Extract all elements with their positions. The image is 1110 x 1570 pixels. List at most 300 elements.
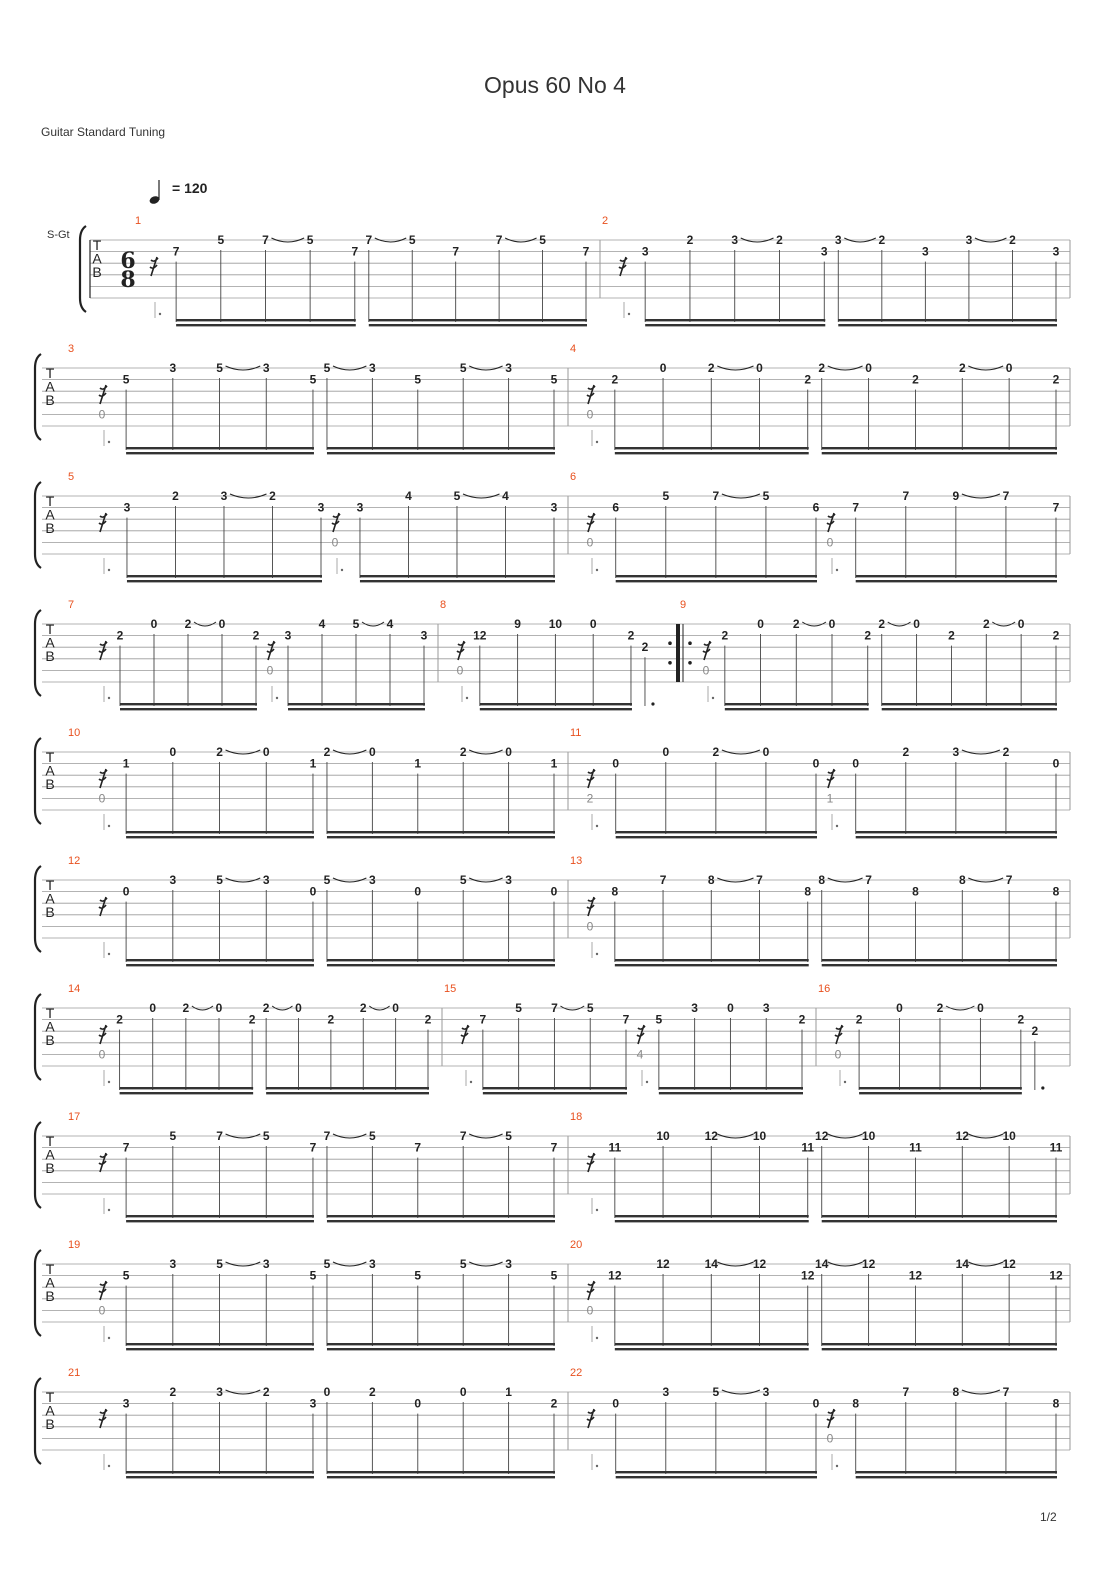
beam-primary xyxy=(615,1343,809,1345)
fret-number: 3 xyxy=(262,873,270,887)
beam-primary xyxy=(126,1471,314,1473)
fret-number: 7 xyxy=(351,244,359,259)
fret-number: 2 xyxy=(369,1385,376,1399)
bass-fret-number: 0 xyxy=(834,1047,842,1062)
fret-number: 5 xyxy=(453,489,461,503)
beam-secondary xyxy=(127,580,322,582)
fret-number: 0 xyxy=(122,884,130,899)
fret-number: 2 xyxy=(252,628,260,643)
tab-clef-letter: B xyxy=(45,1032,55,1048)
beam-secondary xyxy=(838,324,1057,326)
rest-symbol xyxy=(703,641,711,660)
tab-clef-letter: T xyxy=(45,621,55,637)
bass-fret-number: 0 xyxy=(98,1047,106,1062)
fret-number: 5 xyxy=(216,873,223,887)
fret-number: 12 xyxy=(1002,1257,1016,1271)
fret-number: 1 xyxy=(414,756,422,771)
tab-clef-letter: B xyxy=(45,1416,55,1432)
fret-number: 6 xyxy=(812,500,820,515)
fret-number: 8 xyxy=(952,1385,960,1399)
augmentation-dot xyxy=(596,1337,598,1339)
fret-number: 7 xyxy=(902,489,910,503)
augmentation-dot xyxy=(596,1209,598,1211)
fret-number: 1 xyxy=(122,756,130,771)
fret-number: 3 xyxy=(369,361,376,375)
track-label: S-Gt xyxy=(47,229,70,241)
beam-primary xyxy=(822,959,1057,961)
measure-number: 6 xyxy=(570,471,577,483)
beam-secondary xyxy=(615,1220,809,1222)
fret-number: 2 xyxy=(248,1012,256,1027)
measure-number: 10 xyxy=(68,727,81,739)
measure-number: 16 xyxy=(818,983,831,995)
measure-number: 17 xyxy=(68,1111,81,1123)
measure-number: 19 xyxy=(68,1239,81,1251)
beam-secondary xyxy=(369,324,587,326)
rest-symbol xyxy=(150,257,158,276)
fret-number: 2 xyxy=(878,233,886,247)
beam-secondary xyxy=(327,1348,555,1350)
fret-number: 7 xyxy=(1002,489,1010,503)
rest-symbol xyxy=(827,769,835,788)
rest-symbol xyxy=(835,1025,843,1044)
repeat-bar-thick xyxy=(676,624,680,682)
tab-clef-letter: T xyxy=(45,749,55,765)
staff-bracket xyxy=(35,994,41,1080)
bass-fret-number: 0 xyxy=(586,535,594,550)
beam-primary xyxy=(120,703,257,705)
fret-number: 8 xyxy=(1052,1396,1060,1411)
fret-number: 3 xyxy=(550,500,558,515)
repeat-dot xyxy=(668,641,672,645)
augmentation-dot xyxy=(108,953,110,955)
rest-symbol xyxy=(827,1409,835,1428)
measure-number: 5 xyxy=(68,471,75,483)
beam-secondary xyxy=(327,836,555,838)
beam-primary xyxy=(616,575,817,577)
fret-number: 3 xyxy=(169,1257,177,1271)
fret-number: 2 xyxy=(958,361,966,375)
tab-clef-letter: B xyxy=(45,648,55,664)
tab-clef-letter: A xyxy=(45,1018,55,1035)
fret-number: 12 xyxy=(801,1268,815,1283)
fret-number: 2 xyxy=(627,628,635,643)
beam-secondary xyxy=(360,580,555,582)
tab-clef-letter: T xyxy=(45,877,55,893)
augmentation-dot xyxy=(108,441,110,443)
fret-number: 0 xyxy=(612,1396,620,1411)
beam-secondary xyxy=(856,580,1057,582)
measure-number: 21 xyxy=(68,1367,81,1379)
rest-symbol xyxy=(99,1153,107,1172)
fret-number: 5 xyxy=(323,361,331,375)
fret-number: 0 xyxy=(756,361,763,375)
fret-number: 7 xyxy=(1002,1385,1010,1399)
fret-number: 2 xyxy=(269,489,276,503)
fret-number: 10 xyxy=(656,1129,670,1143)
beam-primary xyxy=(822,1215,1057,1217)
bass-fret-number: 0 xyxy=(826,1431,834,1446)
fret-number: 7 xyxy=(622,1012,630,1027)
fret-number: 9 xyxy=(952,489,960,503)
fret-number: 2 xyxy=(912,372,919,387)
fret-number: 12 xyxy=(473,628,487,643)
beam-primary xyxy=(127,575,322,577)
fret-number: 0 xyxy=(309,884,317,899)
augmentation-dot xyxy=(108,1081,110,1083)
beam-primary xyxy=(615,1215,809,1217)
fret-number: 0 xyxy=(896,1001,903,1015)
repeat-dot xyxy=(688,641,692,645)
beam-primary xyxy=(822,447,1057,449)
beam-secondary xyxy=(725,708,869,710)
beam-secondary xyxy=(288,708,425,710)
fret-number: 0 xyxy=(659,361,667,375)
beam-secondary xyxy=(859,1092,1022,1094)
fret-number: 2 xyxy=(184,617,192,631)
page-number: 1/2 xyxy=(1040,1510,1057,1524)
fret-number: 5 xyxy=(459,873,467,887)
beam-secondary xyxy=(126,1348,314,1350)
fret-number: 3 xyxy=(762,1385,770,1399)
fret-number: 1 xyxy=(550,756,558,771)
beam-primary xyxy=(126,831,314,833)
fret-number: 5 xyxy=(414,1268,422,1283)
beam-secondary xyxy=(856,1476,1057,1478)
fret-number: 5 xyxy=(323,873,331,887)
fret-number: 0 xyxy=(149,1001,157,1015)
measure-number: 1 xyxy=(135,215,142,227)
fret-number: 0 xyxy=(1005,361,1013,375)
beam-secondary xyxy=(822,964,1057,966)
fret-number: 3 xyxy=(731,233,739,247)
beam-secondary xyxy=(480,708,632,710)
fret-number: 5 xyxy=(712,1385,720,1399)
fret-number: 0 xyxy=(505,745,512,759)
bass-fret-number: 0 xyxy=(98,791,106,806)
fret-number: 10 xyxy=(861,1129,876,1143)
fret-number: 2 xyxy=(982,617,990,631)
fret-number: 0 xyxy=(662,745,670,759)
beam-primary xyxy=(659,1087,803,1089)
fret-number: 7 xyxy=(122,1140,130,1155)
fret-number: 2 xyxy=(641,640,649,655)
fret-number: 5 xyxy=(217,233,225,247)
fret-number: 2 xyxy=(1052,628,1060,643)
fret-number: 2 xyxy=(878,617,886,631)
beam-primary xyxy=(856,831,1057,833)
fret-number: 5 xyxy=(505,1129,512,1143)
fret-number: 4 xyxy=(318,617,326,631)
fret-number: 2 xyxy=(792,617,800,631)
beam-primary xyxy=(327,1471,555,1473)
beam-secondary xyxy=(822,452,1057,454)
fret-number: 8 xyxy=(852,1396,860,1411)
augmentation-dot xyxy=(836,569,838,571)
beam-primary xyxy=(616,831,817,833)
time-signature-top: 6 xyxy=(120,248,136,274)
fret-number: 0 xyxy=(828,617,836,631)
augmentation-dot xyxy=(844,1081,846,1083)
tab-clef-letter: T xyxy=(45,1133,55,1149)
fret-number: 5 xyxy=(539,233,546,247)
fret-number: 7 xyxy=(323,1129,331,1143)
tab-clef-letter: B xyxy=(45,1160,55,1176)
beam-secondary xyxy=(856,836,1057,838)
fret-number: 12 xyxy=(908,1268,923,1283)
tab-clef-letter: T xyxy=(45,493,55,509)
staff-bracket xyxy=(35,482,41,568)
tab-clef-letter: B xyxy=(45,776,55,792)
fret-number: 5 xyxy=(323,1257,331,1271)
beam-secondary xyxy=(126,836,314,838)
tab-clef-letter: B xyxy=(45,520,55,536)
fret-number: 3 xyxy=(420,628,428,643)
fret-number: 10 xyxy=(752,1129,767,1143)
fret-number: 5 xyxy=(369,1129,376,1143)
fret-number: 3 xyxy=(691,1001,698,1015)
augmentation-dot xyxy=(108,1465,110,1467)
augmentation-dot xyxy=(108,569,110,571)
fret-number: 0 xyxy=(865,361,872,375)
beam-primary xyxy=(725,703,869,705)
beam-primary xyxy=(327,1215,555,1217)
beam-secondary xyxy=(126,1476,314,1478)
augmentation-dot xyxy=(651,702,654,705)
tempo-marking: = 120 xyxy=(172,180,208,196)
fret-number: 7 xyxy=(495,233,503,247)
fret-number: 2 xyxy=(116,628,124,643)
rest-symbol xyxy=(461,1025,469,1044)
augmentation-dot xyxy=(596,953,598,955)
fret-number: 5 xyxy=(122,1268,130,1283)
fret-number: 8 xyxy=(804,884,812,899)
staff-bracket xyxy=(80,226,86,312)
augmentation-dot xyxy=(596,441,598,443)
bass-fret-number: 0 xyxy=(586,1303,594,1318)
fret-number: 2 xyxy=(359,1001,367,1015)
tab-clef-letter: T xyxy=(45,1389,55,1405)
fret-number: 5 xyxy=(550,1268,558,1283)
fret-number: 12 xyxy=(656,1257,670,1271)
beam-primary xyxy=(480,703,632,705)
fret-number: 5 xyxy=(550,372,558,387)
rest-symbol xyxy=(619,257,627,276)
rest-symbol xyxy=(99,897,107,916)
fret-number: 5 xyxy=(309,1268,317,1283)
fret-number: 0 xyxy=(169,745,177,759)
bass-fret-number: 0 xyxy=(586,919,594,934)
time-signature-bottom: 8 xyxy=(120,267,136,293)
rest-symbol xyxy=(99,641,107,660)
fret-number: 2 xyxy=(902,745,910,759)
augmentation-dot xyxy=(108,1337,110,1339)
beam-primary xyxy=(882,703,1057,705)
fret-number: 2 xyxy=(172,489,179,503)
fret-number: 0 xyxy=(218,617,226,631)
bass-fret-number: 1 xyxy=(826,791,834,806)
fret-number: 8 xyxy=(707,873,715,887)
beam-primary xyxy=(126,1343,314,1345)
beam-secondary xyxy=(822,1220,1057,1222)
fret-number: 0 xyxy=(812,1396,820,1411)
measure-number: 2 xyxy=(602,215,609,227)
staff-bracket xyxy=(35,1378,41,1464)
fret-number: 2 xyxy=(327,1012,335,1027)
augmentation-dot xyxy=(159,313,161,315)
fret-number: 2 xyxy=(182,1001,190,1015)
beam-secondary xyxy=(266,1092,429,1094)
beam-primary xyxy=(120,1087,254,1089)
fret-number: 5 xyxy=(352,617,360,631)
fret-number: 3 xyxy=(820,244,828,259)
repeat-dot xyxy=(688,661,692,665)
fret-number: 2 xyxy=(262,1001,270,1015)
fret-number: 2 xyxy=(948,628,955,643)
augmentation-dot xyxy=(466,697,468,699)
fret-number: 5 xyxy=(309,372,317,387)
augmentation-dot xyxy=(596,825,598,827)
rest-symbol xyxy=(99,769,107,788)
rest-symbol xyxy=(457,641,465,660)
bass-fret-number: 0 xyxy=(456,663,464,678)
fret-number: 7 xyxy=(452,244,460,259)
fret-number: 3 xyxy=(123,500,131,515)
fret-number: 3 xyxy=(262,361,270,375)
fret-number: 11 xyxy=(909,1140,922,1155)
measure-number: 3 xyxy=(68,343,75,355)
rest-symbol xyxy=(637,1025,645,1044)
fret-number: 7 xyxy=(902,1385,910,1399)
fret-number: 14 xyxy=(704,1257,718,1271)
tab-clef-letter: B xyxy=(45,904,55,920)
beam-secondary xyxy=(616,580,817,582)
rest-symbol xyxy=(587,769,595,788)
staff-bracket xyxy=(35,610,41,696)
fret-number: 2 xyxy=(1017,1012,1025,1027)
fret-number: 2 xyxy=(424,1012,432,1027)
fret-number: 2 xyxy=(864,628,872,643)
tab-clef-letter: A xyxy=(45,378,55,395)
beam-secondary xyxy=(483,1092,627,1094)
beam-primary xyxy=(327,1343,555,1345)
tab-clef-letter: A xyxy=(45,1274,55,1291)
fret-number: 3 xyxy=(220,489,228,503)
fret-number: 11 xyxy=(1049,1140,1063,1155)
beam-primary xyxy=(288,703,425,705)
beam-primary xyxy=(327,447,555,449)
fret-number: 0 xyxy=(612,756,620,771)
tab-clef-letter: B xyxy=(45,1288,55,1304)
beam-secondary xyxy=(615,964,809,966)
fret-number: 2 xyxy=(818,361,826,375)
fret-number: 12 xyxy=(752,1257,767,1271)
fret-number: 7 xyxy=(551,1001,558,1015)
fret-number: 3 xyxy=(952,745,960,759)
fret-number: 0 xyxy=(762,745,770,759)
fret-number: 12 xyxy=(861,1257,876,1271)
fret-number: 2 xyxy=(712,745,720,759)
beam-secondary xyxy=(120,1092,254,1094)
rest-symbol xyxy=(827,513,835,532)
beam-primary xyxy=(369,319,587,321)
fret-number: 3 xyxy=(965,233,973,247)
rest-symbol xyxy=(99,1409,107,1428)
beam-secondary xyxy=(645,324,825,326)
beam-secondary xyxy=(327,964,555,966)
tab-clef-letter: A xyxy=(45,506,55,523)
rest-symbol xyxy=(332,513,340,532)
fret-number: 5 xyxy=(414,372,422,387)
fret-number: 0 xyxy=(392,1001,399,1015)
fret-number: 0 xyxy=(414,884,422,899)
staff-bracket xyxy=(35,1250,41,1336)
bass-fret-number: 0 xyxy=(826,535,834,550)
fret-number: 0 xyxy=(323,1385,331,1399)
staff-bracket xyxy=(35,1122,41,1208)
fret-number: 7 xyxy=(1052,500,1060,515)
score-title: Opus 60 No 4 xyxy=(484,72,626,98)
tab-clef-letter: T xyxy=(45,1261,55,1277)
fret-number: 7 xyxy=(262,233,269,247)
rest-symbol xyxy=(99,513,107,532)
tab-clef-letter: A xyxy=(45,762,55,779)
staff-bracket xyxy=(35,738,41,824)
beam-primary xyxy=(360,575,555,577)
beam-primary xyxy=(327,959,555,961)
fret-number: 5 xyxy=(408,233,416,247)
beam-primary xyxy=(838,319,1057,321)
fret-number: 3 xyxy=(262,1257,270,1271)
tab-clef-letter: A xyxy=(45,1146,55,1163)
fret-number: 0 xyxy=(1017,617,1025,631)
beam-secondary xyxy=(327,452,555,454)
fret-number: 0 xyxy=(977,1001,984,1015)
fret-number: 2 xyxy=(776,233,783,247)
fret-number: 2 xyxy=(936,1001,944,1015)
fret-number: 7 xyxy=(365,233,373,247)
fret-number: 10 xyxy=(1002,1129,1016,1143)
bass-fret-number: 0 xyxy=(586,407,594,422)
measure-number: 8 xyxy=(440,599,447,611)
measure-number: 14 xyxy=(68,983,81,995)
fret-number: 7 xyxy=(309,1140,317,1155)
fret-number: 2 xyxy=(1031,1024,1039,1039)
fret-number: 6 xyxy=(612,500,620,515)
beam-primary xyxy=(266,1087,429,1089)
rest-symbol xyxy=(587,513,595,532)
rest-symbol xyxy=(267,641,275,660)
fret-number: 3 xyxy=(216,1385,223,1399)
fret-number: 3 xyxy=(169,361,177,375)
beam-secondary xyxy=(120,708,257,710)
fret-number: 3 xyxy=(309,1396,317,1411)
augmentation-dot xyxy=(836,825,838,827)
fret-number: 2 xyxy=(798,1012,806,1027)
beam-primary xyxy=(856,1471,1057,1473)
fret-number: 3 xyxy=(505,1257,512,1271)
beam-secondary xyxy=(327,1476,555,1478)
bass-fret-number: 0 xyxy=(702,663,710,678)
fret-number: 7 xyxy=(1005,873,1013,887)
fret-number: 3 xyxy=(641,244,649,259)
fret-number: 11 xyxy=(608,1140,622,1155)
fret-number: 4 xyxy=(502,489,509,503)
fret-number: 5 xyxy=(306,233,314,247)
fret-number: 8 xyxy=(958,873,966,887)
fret-number: 7 xyxy=(756,873,763,887)
beam-secondary xyxy=(176,324,356,326)
